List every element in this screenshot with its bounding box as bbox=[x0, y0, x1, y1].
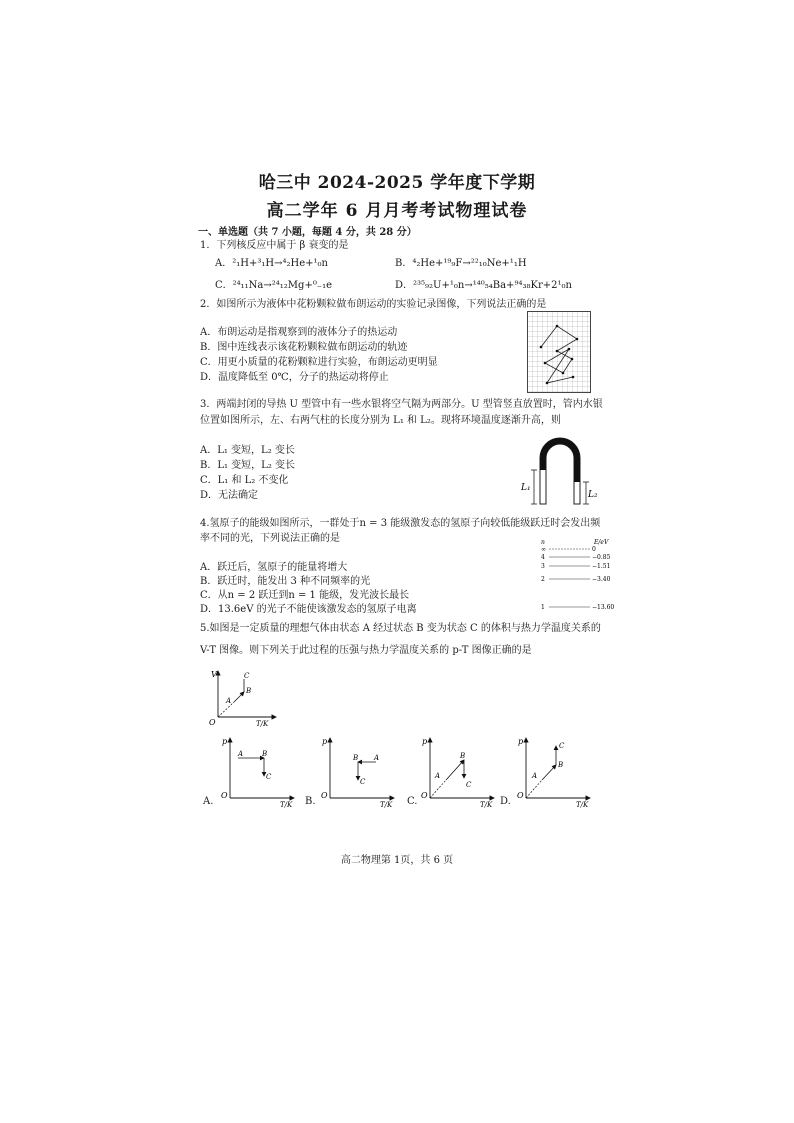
pc-tk: T/K bbox=[480, 801, 493, 809]
pa-a: A bbox=[238, 750, 244, 758]
pc-a: A bbox=[435, 772, 441, 780]
q3-option-a: A．L₁ 变短，L₂ 变长 bbox=[200, 445, 295, 456]
pd-a: A bbox=[532, 772, 538, 780]
pd-c: C bbox=[559, 742, 565, 750]
pd-tk: T/K bbox=[576, 801, 589, 809]
level-2-n: 2 bbox=[541, 576, 545, 583]
l1-label: L₁ bbox=[521, 483, 531, 493]
pa-o: O bbox=[221, 791, 228, 800]
q1-option-a: A．²₁H+³₁H→⁴₂He+¹₀n bbox=[215, 258, 328, 269]
q5-option-d-graph bbox=[514, 732, 594, 810]
pa-c: C bbox=[266, 773, 272, 781]
level-3-n: 3 bbox=[541, 563, 545, 570]
q3-option-d: D．无法确定 bbox=[200, 490, 259, 501]
vt-c: C bbox=[244, 672, 250, 680]
pa-tk: T/K bbox=[280, 801, 293, 809]
q2-option-c: C．用更小质量的花粉颗粒进行实验，布朗运动更明显 bbox=[200, 357, 438, 368]
level-4-e: −0.85 bbox=[592, 554, 611, 561]
level-2-e: −3.40 bbox=[592, 576, 611, 583]
vt-a: A bbox=[226, 697, 232, 705]
pb-a: A bbox=[374, 754, 380, 762]
brownian-motion-figure bbox=[527, 311, 591, 393]
q2-option-b: B．图中连线表示该花粉颗粒做布朗运动的轨迹 bbox=[200, 342, 408, 353]
l2-label: L₂ bbox=[588, 490, 598, 500]
q1-option-c: C．²⁴₁₁Na→²⁴₁₂Mg+⁰₋₁e bbox=[215, 280, 333, 291]
pd-b: B bbox=[558, 761, 564, 769]
level-inf-n: ∞ bbox=[541, 546, 546, 553]
q5-option-b-label: B. bbox=[305, 796, 316, 807]
u-tube-figure bbox=[518, 430, 598, 510]
pb-c: C bbox=[360, 778, 366, 786]
pc-b: B bbox=[460, 752, 466, 760]
level-inf-e: 0 bbox=[592, 546, 596, 553]
vt-v-label: V bbox=[211, 670, 217, 679]
q4-option-c: C．从n = 2 跃迁到n = 1 能级，发光波长最长 bbox=[200, 590, 410, 601]
pa-b: B bbox=[262, 750, 268, 758]
q5-option-a-graph bbox=[218, 732, 298, 810]
vt-origin: O bbox=[209, 718, 216, 727]
q5-option-c-graph bbox=[418, 732, 498, 810]
q3-stem-line1: 3．两端封闭的导热 U 型管中有一些水银将空气隔为两部分。U 型管竖直放置时，管内水银 bbox=[200, 399, 603, 410]
vt-graph bbox=[200, 665, 280, 727]
q4-option-b: B．跃迁时，能发出 3 种不同频率的光 bbox=[200, 576, 371, 587]
q5-stem-line1: 5.如图是一定质量的理想气体由状态 A 经过状态 B 变为状态 C 的体积与热力学温度关系的 bbox=[200, 623, 601, 634]
pa-p: p bbox=[222, 737, 228, 746]
q3-option-c: C．L₁ 和 L₂ 不变化 bbox=[200, 475, 289, 486]
q1-option-b: B．⁴₂He+¹⁹₉F→²²₁₀Ne+¹₁H bbox=[395, 258, 527, 269]
q1-stem: 1．下列核反应中属于 β 衰变的是 bbox=[200, 240, 349, 251]
vt-t-label: T/K bbox=[256, 720, 269, 727]
pc-p: p bbox=[422, 737, 428, 746]
page-footer: 高二物理第 1页，共 6 页 bbox=[340, 855, 454, 866]
q4-option-a: A．跃迁后，氢原子的能量将增大 bbox=[200, 562, 348, 573]
q4-option-d: D．13.6eV 的光子不能使该激发态的氢原子电离 bbox=[200, 604, 417, 615]
level-4-n: 4 bbox=[541, 554, 545, 561]
level-3-e: −1.51 bbox=[592, 563, 611, 570]
level-header-e: E/eV bbox=[594, 539, 609, 546]
pb-p: p bbox=[322, 737, 328, 746]
q2-option-d: D．温度降低至 0℃，分子的热运动将停止 bbox=[200, 372, 389, 383]
pb-b: B bbox=[353, 754, 359, 762]
q5-option-a-label: A. bbox=[203, 796, 214, 807]
q4-stem-line2: 率不同的光，下列说法正确的是 bbox=[200, 533, 340, 544]
q5-option-b-graph bbox=[318, 732, 398, 810]
pd-p: p bbox=[518, 737, 524, 746]
q3-option-b: B．L₁ 变短，L₂ 变长 bbox=[200, 460, 296, 471]
pd-o: O bbox=[517, 791, 524, 800]
q5-stem-line2: V-T 图像。则下列关于此过程的压强与热力学温度关系的 p-T 图像正确的是 bbox=[200, 645, 532, 656]
section-heading: 一、单选题（共 7 小题，每题 4 分，共 28 分） bbox=[198, 227, 417, 238]
q5-option-c-label: C. bbox=[407, 796, 418, 807]
pc-o: O bbox=[421, 791, 428, 800]
q1-option-d: D．²³⁵₉₂U+¹₀n→¹⁴⁰₅₄Ba+⁹⁴₃₈Kr+2¹₀n bbox=[395, 280, 572, 291]
q3-stem-line2: 位置如图所示，左、右两气柱的长度分别为 L₁ 和 L₂。现将环境温度逐渐升高，则 bbox=[200, 415, 561, 426]
q5-option-d-label: D. bbox=[500, 796, 511, 807]
pb-tk: T/K bbox=[380, 801, 393, 809]
level-1-e: −13.60 bbox=[592, 604, 615, 611]
level-1-n: 1 bbox=[541, 604, 545, 611]
exam-subtitle: 高二学年 6 月月考考试物理试卷 bbox=[266, 201, 528, 221]
q2-option-a: A．布朗运动是指观察到的液体分子的热运动 bbox=[200, 327, 398, 338]
energy-level-diagram bbox=[536, 535, 616, 613]
pc-c: C bbox=[466, 781, 472, 789]
q2-stem: 2．如图所示为液体中花粉颗粒做布朗运动的实验记录图像，下列说法正确的是 bbox=[200, 299, 547, 310]
level-header-n: n bbox=[541, 539, 545, 546]
pb-o: O bbox=[321, 791, 328, 800]
exam-title: 哈三中 2024-2025 学年度下学期 bbox=[258, 173, 536, 193]
vt-b: B bbox=[246, 687, 252, 695]
q4-stem-line1: 4.氢原子的能级如图所示，一群处于n = 3 能级激发态的氢原子向较低能级跃迁时会发出频 bbox=[200, 518, 601, 529]
